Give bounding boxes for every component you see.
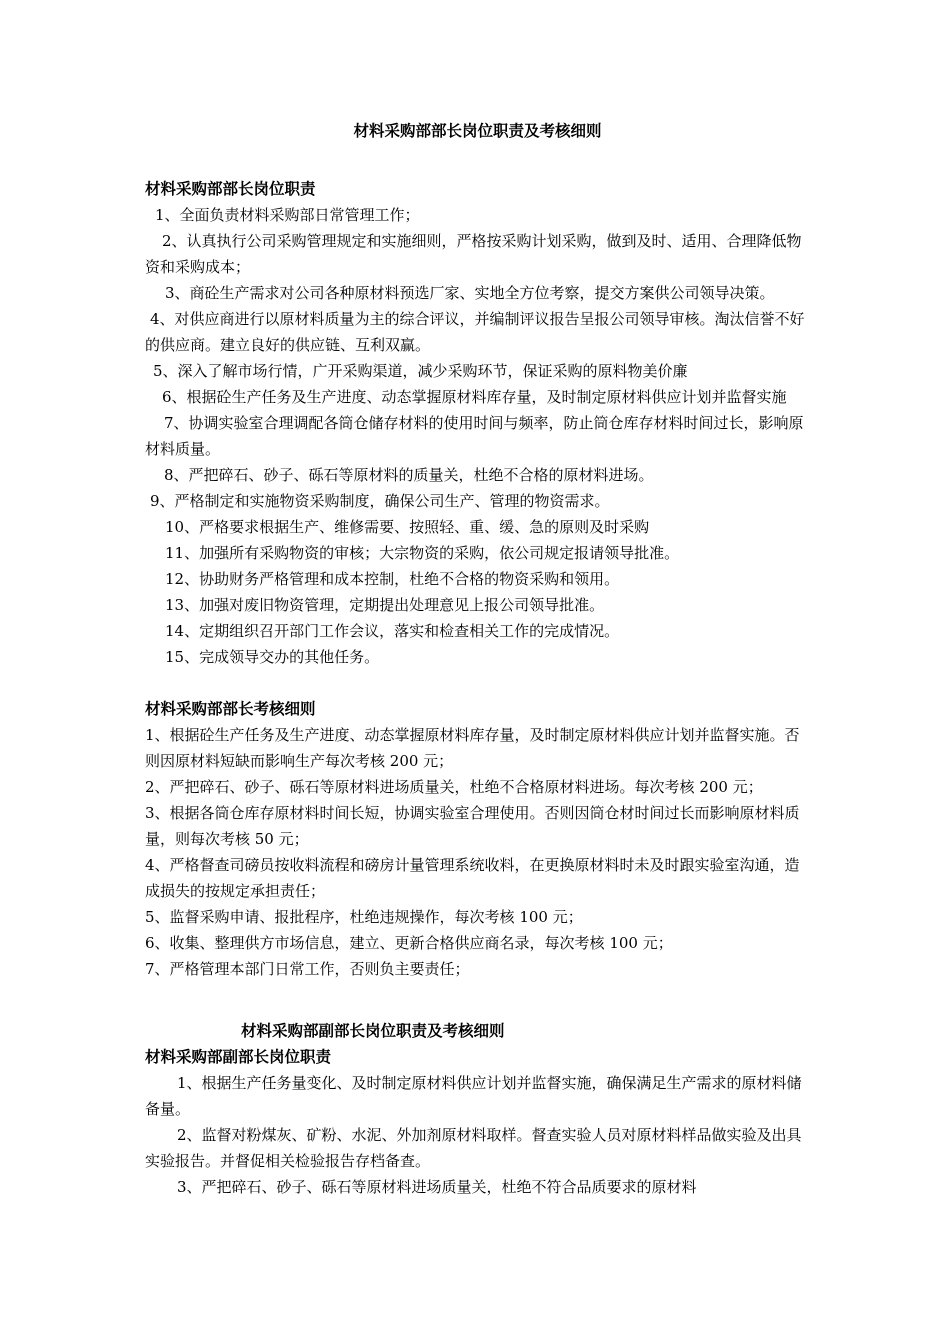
list-item: 1、根据砼生产任务及生产进度、动态掌握原材料库存量，及时制定原材料供应计划并监督实施。否则因原材料短缺而影响生产每次考核 200 元； <box>145 726 800 770</box>
list-item: 6、根据砼生产任务及生产进度、动态掌握原材料库存量，及时制定原材料供应计划并监督实施 <box>162 388 787 406</box>
list-item: 3、根据各筒仓库存原材料时间长短，协调实验室合理使用。否则因筒仓材时间过长而影响原材料质量，则每次考核 50 元； <box>145 804 800 848</box>
list-item: 4、对供应商进行以原材料质量为主的综合评议，并编制评议报告呈报公司领导审核。淘汰信誉不好的供应商。建立良好的供应链、互利双赢。 <box>145 310 805 354</box>
document-page <box>145 118 810 1200</box>
list-item: 13、加强对废旧物资管理，定期提出处理意见上报公司领导批准。 <box>165 596 605 614</box>
list-item: 9、严格制定和实施物资采购制度，确保公司生产、管理的物资需求。 <box>150 492 610 510</box>
list-item: 3、严把碎石、砂子、砾石等原材料进场质量关，杜绝不符合品质要求的原材料 <box>177 1178 697 1196</box>
document-title: 材料采购部部长岗位职责及考核细则 <box>353 122 602 140</box>
list-item: 15、完成领导交办的其他任务。 <box>165 648 380 666</box>
list-item: 14、定期组织召开部门工作会议，落实和检查相关工作的完成情况。 <box>165 622 620 640</box>
list-item: 2、认真执行公司采购管理规定和实施细则，严格按采购计划采购，做到及时、适用、合理降低物资和采购成本； <box>145 232 802 276</box>
list-item: 2、监督对粉煤灰、矿粉、水泥、外加剂原材料取样。督查实验人员对原材料样品做实验及出具实验报告。并督促相关检验报告存档备查。 <box>145 1126 802 1170</box>
list-item: 7、严格管理本部门日常工作，否则负主要责任； <box>145 960 470 978</box>
list-item: 7、协调实验室合理调配各筒仓储存材料的使用时间与频率，防止筒仓库存材料时间过长，影响原材料质量。 <box>145 414 804 458</box>
section-heading-assessment: 材料采购部部长考核细则 <box>145 700 316 718</box>
list-item: 1、全面负责材料采购部日常管理工作； <box>155 206 420 224</box>
list-item: 2、严把碎石、砂子、砾石等原材料进场质量关，杜绝不合格原材料进场。每次考核 200 元； <box>145 778 763 796</box>
section-heading-deputy-duties: 材料采购部副部长岗位职责 <box>145 1048 332 1066</box>
list-item: 1、根据生产任务量变化、及时制定原材料供应计划并监督实施，确保满足生产需求的原材料储备量。 <box>145 1074 802 1118</box>
list-item: 10、严格要求根据生产、维修需要、按照轻、重、缓、急的原则及时采购 <box>165 518 650 536</box>
list-item: 6、收集、整理供方市场信息，建立、更新合格供应商名录，每次考核 100 元； <box>145 934 673 952</box>
list-item: 11、加强所有采购物资的审核；大宗物资的采购，依公司规定报请领导批准。 <box>165 544 680 562</box>
list-item: 5、深入了解市场行情，广开采购渠道，减少采购环节，保证采购的原料物美价廉 <box>153 362 688 380</box>
list-item: 12、协助财务严格管理和成本控制，杜绝不合格的物资采购和领用。 <box>165 570 620 588</box>
list-item: 3、商砼生产需求对公司各种原材料预选厂家、实地全方位考察，提交方案供公司领导决策。 <box>165 284 775 302</box>
list-item: 4、严格督查司磅员按收料流程和磅房计量管理系统收料，在更换原材料时未及时跟实验室沟通，造成损失的按规定承担责任； <box>145 856 800 900</box>
list-item: 5、监督采购申请、报批程序，杜绝违规操作，每次考核 100 元； <box>145 908 583 926</box>
document-title-deputy: 材料采购部副部长岗位职责及考核细则 <box>241 1022 505 1040</box>
section-heading-duties: 材料采购部部长岗位职责 <box>145 180 316 198</box>
list-item: 8、严把碎石、砂子、砾石等原材料的质量关，杜绝不合格的原材料进场。 <box>164 466 654 484</box>
